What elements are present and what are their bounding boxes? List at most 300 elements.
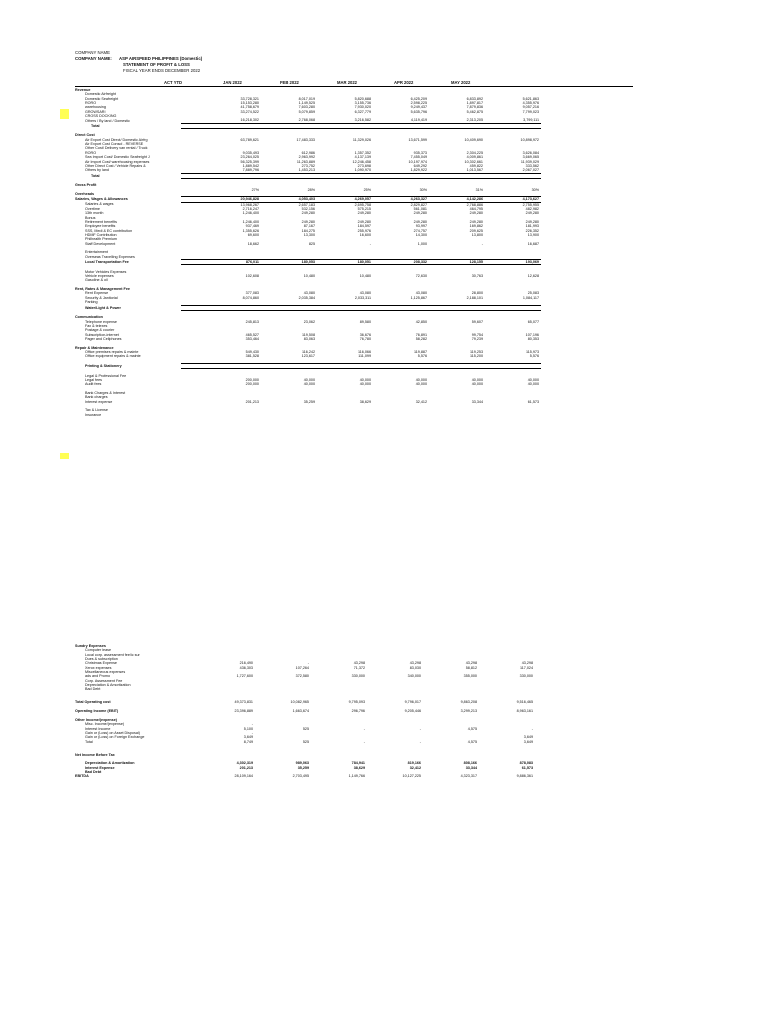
row-label: Communication bbox=[75, 315, 103, 320]
cell-value: 5,635,796 bbox=[410, 109, 427, 114]
cell-value: 2,035,384 bbox=[298, 295, 315, 300]
row-label: RORO bbox=[85, 150, 97, 155]
cell-value: 107,196 bbox=[525, 332, 539, 337]
row-label: Domestic Seafreight bbox=[85, 96, 119, 101]
cell-value: 25,083 bbox=[527, 291, 539, 296]
cell-value: 58,812 bbox=[465, 665, 477, 670]
cell-value: 7,930,020 bbox=[354, 105, 371, 110]
cell-value: 1,897,817 bbox=[466, 101, 483, 106]
cell-value: 201,213 bbox=[239, 765, 253, 770]
cell-value: 12,246,458 bbox=[352, 159, 371, 164]
cell-value: 193,069 bbox=[485, 260, 541, 265]
cell-value: 93,997 bbox=[415, 224, 427, 229]
cell-value: 4,323,317 bbox=[460, 774, 477, 779]
cell-value: 128,155 bbox=[429, 260, 485, 265]
cell-value: 9,516,465 bbox=[516, 700, 533, 705]
cell-value: 6,327,779 bbox=[354, 109, 371, 114]
cell-value: 35,259 bbox=[297, 765, 309, 770]
cell-value: 13,800 bbox=[471, 233, 483, 237]
cell-value: 119,508 bbox=[301, 332, 315, 337]
cell-value: 2,703,495 bbox=[292, 774, 309, 779]
cell-value: 42,850 bbox=[415, 319, 427, 324]
row-label: Staff Development bbox=[85, 241, 116, 246]
cell-value: 1,090,970 bbox=[354, 168, 371, 173]
cell-value: 6,833,892 bbox=[466, 96, 483, 101]
cell-value: 115,200 bbox=[469, 354, 483, 359]
row-label: Subscription-internet bbox=[85, 332, 119, 337]
row-label: warehousing bbox=[85, 105, 106, 110]
cell-value: 273,698 bbox=[357, 163, 371, 168]
cell-value: 17,483,333 bbox=[296, 137, 315, 142]
cell-value: 4,137,139 bbox=[354, 155, 371, 160]
cell-value: 1,889,542 bbox=[242, 163, 259, 168]
cell-value: 87,167 bbox=[303, 224, 315, 229]
cell-value: 2,716,247 bbox=[242, 206, 259, 211]
row-label: Retirement benefits bbox=[85, 219, 117, 224]
cell-value: 13,671,599 bbox=[408, 137, 427, 142]
cell-value: 40,000 bbox=[471, 382, 483, 387]
row-label: Xerox expenses bbox=[85, 665, 112, 670]
cell-value: - bbox=[363, 739, 365, 744]
row-label: Local Transportation Fee bbox=[85, 260, 129, 265]
cell-value: 40,000 bbox=[415, 382, 427, 387]
cell-value: 249,280 bbox=[469, 211, 483, 216]
cell-value: 4,009,861 bbox=[466, 155, 483, 160]
cell-value: 340,000 bbox=[407, 674, 421, 679]
cell-value: 330,000 bbox=[519, 674, 533, 679]
cell-value: 8,074,860 bbox=[242, 295, 259, 300]
cell-value: 200,000 bbox=[245, 378, 259, 382]
cell-value: 40,000 bbox=[527, 378, 539, 382]
cell-value: 181,993 bbox=[525, 224, 539, 229]
col-apr: APR 2022 bbox=[394, 80, 414, 85]
cell-value: 10,082,965 bbox=[290, 700, 309, 705]
cell-value: 9,205,446 bbox=[404, 709, 421, 714]
cell-value: 25% bbox=[363, 187, 371, 192]
cell-value: 5,576 bbox=[417, 354, 427, 359]
cell-value: 3,649 bbox=[523, 735, 533, 740]
cell-value: 13,968,267 bbox=[240, 202, 259, 207]
cell-value: 216,490 bbox=[239, 661, 253, 666]
cell-value: 4,575 bbox=[467, 726, 477, 731]
row-label: Air Export Cost Consol - REVERSE bbox=[85, 142, 144, 147]
cell-value: 1,357,352 bbox=[354, 150, 371, 155]
cell-value: 2,755,955 bbox=[522, 202, 539, 207]
cell-value: 180,051 bbox=[317, 260, 373, 265]
row-label: Total bbox=[91, 123, 100, 128]
cell-value: 35,259 bbox=[303, 399, 315, 404]
row-label: Corp. Assessment Fee bbox=[85, 678, 123, 683]
cell-value: 9,886,361 bbox=[516, 774, 533, 779]
cell-value: 575,215 bbox=[357, 206, 371, 211]
cell-value: 10,127,225 bbox=[402, 774, 421, 779]
cell-value: 3,299,213 bbox=[460, 709, 477, 714]
table-row bbox=[75, 774, 535, 778]
row-label: Other Direct Cost / Vehicle Repairs & bbox=[85, 163, 146, 168]
cell-value: 8,963,161 bbox=[516, 709, 533, 714]
cell-value: 23,062 bbox=[303, 319, 315, 324]
cell-value: 2,304,225 bbox=[466, 150, 483, 155]
row-label: Air Export Cost Direct/ Domestic Airfrg bbox=[85, 137, 148, 142]
cell-value: 9,249,437 bbox=[410, 105, 427, 110]
cell-value: 169,862 bbox=[469, 224, 483, 229]
cell-value: 16,687 bbox=[527, 241, 539, 246]
cell-value: 333,562 bbox=[525, 163, 539, 168]
cell-value: 69,600 bbox=[247, 233, 259, 237]
cell-value: 10,409,690 bbox=[464, 137, 483, 142]
cell-value: 249,280 bbox=[301, 219, 315, 224]
row-label: Postage & courier bbox=[85, 328, 115, 333]
row-label: Tax & License bbox=[85, 408, 108, 413]
cell-value: 9,795,093 bbox=[348, 700, 365, 705]
statement-table-bottom bbox=[75, 644, 535, 779]
cell-value: 5,079,859 bbox=[298, 109, 315, 114]
row-label: Security & Janitorial bbox=[85, 295, 118, 300]
cell-value: 7,879,836 bbox=[466, 105, 483, 110]
row-label: Miscellaneous expenses bbox=[85, 670, 126, 675]
row-label: Total bbox=[91, 173, 100, 178]
row-label: Philhealth Premium bbox=[85, 237, 117, 242]
cell-value: 76,891 bbox=[415, 332, 427, 337]
cell-value: 245,813 bbox=[245, 319, 259, 324]
cell-value: 7,889,796 bbox=[242, 168, 259, 173]
row-label: Bonus bbox=[85, 215, 96, 220]
cell-value: 4,355,976 bbox=[522, 101, 539, 106]
cell-value: 2,067,027 bbox=[522, 168, 539, 173]
table-row bbox=[75, 138, 541, 142]
cell-value: 30% bbox=[419, 187, 427, 192]
row-label: Gain or (Loss) on Asset Disposal) bbox=[85, 730, 140, 735]
cell-value: 10,302,661 bbox=[464, 159, 483, 164]
cell-value: 41,758,679 bbox=[240, 105, 259, 110]
cell-value: 43,298 bbox=[353, 661, 365, 666]
cell-value: 525 bbox=[302, 726, 309, 731]
col-feb: FEB 2022 bbox=[280, 80, 299, 85]
cell-value: 115,973 bbox=[525, 349, 539, 354]
col-may: MAY 2022 bbox=[451, 80, 471, 85]
cell-value: 464,795 bbox=[469, 206, 483, 211]
table-row bbox=[75, 413, 541, 417]
row-label: Christmas Expense bbox=[85, 661, 117, 666]
cell-value: 56,325,399 bbox=[240, 159, 259, 164]
cell-value: 10,197,974 bbox=[408, 159, 427, 164]
cell-value: 80,353 bbox=[527, 336, 539, 341]
cell-value: 2,768,886 bbox=[466, 202, 483, 207]
row-label: Gain or (Loss) on Foreign Exchange bbox=[85, 735, 145, 740]
cell-value: 9,863,208 bbox=[460, 700, 477, 705]
cell-value: 40,000 bbox=[303, 378, 315, 382]
cell-value: 58,282 bbox=[415, 336, 427, 341]
cell-value bbox=[429, 413, 485, 417]
cell-value: 36,676 bbox=[359, 332, 371, 337]
cell-value: 102,608 bbox=[245, 274, 259, 279]
cell-value bbox=[181, 413, 261, 417]
cell-value: 7,455,049 bbox=[410, 155, 427, 160]
cell-value: 184,275 bbox=[301, 228, 315, 233]
cell-value: 561,081 bbox=[413, 206, 427, 211]
cell-value: 459,822 bbox=[469, 163, 483, 168]
row-label: Operating Income (EBIT) bbox=[75, 709, 119, 714]
row-label: Motor Vehicles Expenses bbox=[85, 269, 127, 274]
cell-value: 249,280 bbox=[525, 211, 539, 216]
cell-value: 1,013,567 bbox=[466, 168, 483, 173]
cell-value: 107,264 bbox=[295, 665, 309, 670]
row-label: Bad Debt bbox=[85, 769, 102, 774]
row-label: Bank charges bbox=[85, 395, 108, 400]
cell-value: 119,887 bbox=[413, 349, 427, 354]
cell-value: 1,149,766 bbox=[348, 774, 365, 779]
row-label: Overseas Travelling Expenses bbox=[85, 254, 135, 259]
cell-value: 40,000 bbox=[527, 382, 539, 387]
cell-value: 23,264,025 bbox=[240, 155, 259, 160]
cell-value: 3,649 bbox=[243, 735, 253, 740]
fiscal-year: FISCAL YEAR ENDS DECEMBER 2022 bbox=[123, 68, 201, 73]
cell-value: 12,628 bbox=[527, 274, 539, 279]
header-rule bbox=[75, 86, 633, 87]
cell-value: 116,242 bbox=[301, 349, 315, 354]
row-label: EBITDA bbox=[75, 774, 89, 779]
statement-title: STATEMENT OF PROFIT & LOSS bbox=[123, 62, 190, 67]
cell-value: 209,625 bbox=[469, 228, 483, 233]
highlight-printing bbox=[60, 453, 69, 459]
company-label: COMPANY NAME: bbox=[75, 56, 112, 61]
cell-value: 40,000 bbox=[471, 378, 483, 382]
cell-value: 353,464 bbox=[245, 336, 259, 341]
cell-value: 249,280 bbox=[301, 211, 315, 216]
row-label: Pager and Cellphones bbox=[85, 336, 122, 341]
cell-value: 201,213 bbox=[245, 399, 259, 404]
row-label: Interest Expense bbox=[85, 765, 115, 770]
cell-value: 32,412 bbox=[415, 399, 427, 404]
cell-value: 14,300 bbox=[415, 233, 427, 237]
row-label: Repair & Maintenance bbox=[75, 345, 114, 350]
cell-value: 2,829,827 bbox=[410, 202, 427, 207]
cell-value: - bbox=[481, 241, 483, 246]
cell-value bbox=[317, 413, 373, 417]
cell-value: 436,303 bbox=[239, 665, 253, 670]
row-label: Bad Debt bbox=[85, 687, 101, 692]
cell-value: 28,109,164 bbox=[234, 774, 253, 779]
cell-value: 377,083 bbox=[245, 291, 259, 296]
cell-value: 18,662 bbox=[247, 241, 259, 246]
row-label: Overtime bbox=[85, 206, 100, 211]
row-label: Revenue bbox=[75, 88, 91, 92]
row-label: RORO bbox=[85, 101, 97, 106]
cell-value: 1,663,674 bbox=[292, 709, 309, 714]
col-jan: JAN 2022 bbox=[223, 80, 242, 85]
row-label: Direct Cost bbox=[75, 133, 95, 138]
cell-value: 532,156 bbox=[301, 206, 315, 211]
row-label: Water/Light & Power bbox=[85, 305, 121, 310]
cell-value: 4,302,319 bbox=[236, 761, 253, 766]
row-label: Insurance bbox=[85, 412, 102, 417]
row-label: Rent Expense bbox=[85, 291, 109, 296]
cell-value: 2,695,758 bbox=[354, 202, 371, 207]
cell-value: 1,453,213 bbox=[298, 168, 315, 173]
cell-value: 43,080 bbox=[359, 291, 371, 296]
cell-value: - bbox=[251, 730, 253, 735]
cell-value: 9,035,493 bbox=[242, 150, 259, 155]
cell-value: 6,425,209 bbox=[410, 96, 427, 101]
cell-value: 13,300 bbox=[303, 233, 315, 237]
row-label: Misc. Income/(expense) bbox=[85, 722, 125, 727]
cell-value: - bbox=[531, 726, 533, 731]
cell-value: 876,011 bbox=[181, 260, 261, 265]
cell-value: 32,412 bbox=[409, 765, 421, 770]
cell-value: 1,149,525 bbox=[298, 101, 315, 106]
cell-value: 4,173,627 bbox=[485, 197, 541, 202]
cell-value: 72,630 bbox=[415, 274, 427, 279]
cell-value bbox=[485, 413, 541, 417]
cell-value: 11,263,889 bbox=[296, 159, 315, 164]
cell-value: 5,820,688 bbox=[354, 96, 371, 101]
cell-value: 116,066 bbox=[357, 349, 371, 354]
cell-value: 40,000 bbox=[415, 378, 427, 382]
cell-value: 989,063 bbox=[295, 761, 309, 766]
row-label: Local corp. assessment fee/ic sur bbox=[85, 652, 140, 657]
cell-value: 61,573 bbox=[527, 399, 539, 404]
cell-value: 3,669,065 bbox=[522, 155, 539, 160]
cell-value: 10,898,972 bbox=[520, 137, 539, 142]
cell-value: 381,528 bbox=[245, 354, 259, 359]
cell-value: 4,575 bbox=[467, 739, 477, 744]
row-label: Overheads bbox=[75, 192, 95, 197]
cell-value: 11,329,026 bbox=[352, 137, 371, 142]
cell-value: 31% bbox=[475, 187, 483, 192]
cell-value: 819,166 bbox=[407, 761, 421, 766]
cell-value: 43,298 bbox=[521, 661, 533, 666]
row-label: Rent, Rates & Management Fee bbox=[75, 287, 130, 292]
row-label: Total bbox=[85, 739, 93, 744]
cell-value: 1,829,922 bbox=[410, 168, 427, 173]
cell-value: 38,629 bbox=[353, 765, 365, 770]
cell-value: 784,941 bbox=[351, 761, 365, 766]
row-label: Telephone expense bbox=[85, 319, 117, 324]
cell-value: 355,000 bbox=[463, 674, 477, 679]
cell-value: 274,757 bbox=[413, 228, 427, 233]
cell-value: 117,024 bbox=[519, 665, 533, 670]
cell-value: 5,100 bbox=[243, 726, 253, 731]
cell-value: 4,053,403 bbox=[261, 197, 317, 202]
cell-value: 255,976 bbox=[357, 228, 371, 233]
cell-value: 2,963,992 bbox=[298, 155, 315, 160]
cell-value: 1,246,400 bbox=[242, 219, 259, 224]
row-label: Sea Import Cost/ Domestic Seafreight J bbox=[85, 155, 150, 160]
row-label: Vehicle expenses bbox=[85, 274, 114, 279]
cell-value: 28% bbox=[307, 187, 315, 192]
cell-value: 249,280 bbox=[469, 219, 483, 224]
cell-value: 649,292 bbox=[413, 163, 427, 168]
cell-value: - bbox=[369, 241, 371, 246]
cell-value: 15,153,280 bbox=[240, 101, 259, 106]
cell-value: 3,155,736 bbox=[354, 101, 371, 106]
cell-value: 40,000 bbox=[359, 382, 371, 387]
col-mar: MAR 2022 bbox=[337, 80, 358, 85]
row-label: Computer lease bbox=[85, 648, 112, 653]
cell-value: 4,119,419 bbox=[410, 118, 427, 123]
cell-value: 33,344 bbox=[465, 765, 477, 770]
cell-value: 226,352 bbox=[525, 228, 539, 233]
cell-value: 2,313,205 bbox=[466, 118, 483, 123]
cell-value: 23,396,889 bbox=[234, 709, 253, 714]
cell-value: 208,332 bbox=[373, 260, 429, 265]
cell-value: 1,355,626 bbox=[242, 228, 259, 233]
cell-value: 99,754 bbox=[471, 332, 483, 337]
cell-value: 184,597 bbox=[357, 224, 371, 229]
cell-value: 40,000 bbox=[359, 378, 371, 382]
cell-value: 180,053 bbox=[261, 260, 317, 265]
cell-value: 30,763 bbox=[471, 274, 483, 279]
row-label: Printing & Stationery bbox=[85, 363, 122, 368]
cell-value: 1,084,117 bbox=[522, 295, 539, 300]
cell-value: 89,580 bbox=[359, 319, 371, 324]
cell-value: 43,298 bbox=[409, 661, 421, 666]
cell-value: 2,188,101 bbox=[466, 295, 483, 300]
row-label: Sundry Expenses bbox=[75, 644, 106, 648]
statement-table-top bbox=[75, 88, 541, 417]
cell-value: 10,480 bbox=[303, 274, 315, 279]
cell-value: 33,728,321 bbox=[240, 96, 259, 101]
cell-value: 2,598,225 bbox=[410, 101, 427, 106]
cell-value: 9,057,216 bbox=[522, 105, 539, 110]
row-label: CROSS DOCKING bbox=[85, 114, 117, 119]
row-label: Depreciation & Amortization bbox=[85, 683, 131, 688]
cell-value: - bbox=[419, 726, 421, 731]
cell-value: 878,083 bbox=[519, 761, 533, 766]
cell-value: 1,125,867 bbox=[410, 295, 427, 300]
row-label: Other Cost/ Delivery van rental / Truck bbox=[85, 146, 148, 151]
cell-value: 59,607 bbox=[471, 319, 483, 324]
cell-value: 4,263,327 bbox=[373, 197, 429, 202]
row-label: Domestic Airfreight bbox=[85, 92, 116, 97]
cell-value: 33,344 bbox=[471, 399, 483, 404]
cell-value: 61,573 bbox=[521, 765, 533, 770]
cell-value: 49,373,831 bbox=[234, 700, 253, 705]
cell-value: 825 bbox=[308, 241, 315, 246]
cell-value: 7,603,280 bbox=[298, 105, 315, 110]
row-label: GROWSARI bbox=[85, 109, 106, 114]
cell-value: 249,280 bbox=[357, 219, 371, 224]
cell-value: 1,246,400 bbox=[242, 211, 259, 216]
cell-value: 273,752 bbox=[301, 163, 315, 168]
highlight-roro bbox=[60, 109, 69, 119]
cell-value bbox=[261, 413, 317, 417]
cell-value: 3,216,582 bbox=[354, 118, 371, 123]
cell-value: 3,626,084 bbox=[522, 150, 539, 155]
cell-value: 111,099 bbox=[358, 354, 371, 359]
row-label: Legal fees bbox=[85, 378, 103, 382]
cell-value: 2,657,183 bbox=[298, 202, 315, 207]
row-label: Salaries, Wages & Allowances bbox=[75, 197, 128, 202]
cell-value: 83,063 bbox=[303, 336, 315, 341]
row-label: Gasoline & oil bbox=[85, 278, 108, 283]
row-label: Net Income Before Tax bbox=[75, 752, 115, 757]
company-value: ASP AIRSPEED PHILIPPINES (Domestic) bbox=[119, 56, 203, 61]
row-label: Bank Charges & Interest bbox=[85, 391, 126, 396]
company-name-caption: COMPANY NAME bbox=[75, 50, 110, 55]
cell-value: 65,077 bbox=[527, 319, 539, 324]
cell-value: 1,727,600 bbox=[236, 674, 253, 679]
cell-value: 63,789,621 bbox=[240, 137, 259, 142]
row-label: SSS, Medi & EC contribution bbox=[85, 228, 133, 233]
cell-value: 43,298 bbox=[465, 661, 477, 666]
row-label: Total Operating cost bbox=[75, 700, 111, 705]
cell-value: 200,000 bbox=[245, 382, 259, 387]
row-label: HDMF Contribution bbox=[85, 233, 117, 237]
row-label: ads and Promo bbox=[85, 674, 111, 679]
row-label: Others / By land / Domestic bbox=[85, 118, 130, 123]
cell-value: 2,768,068 bbox=[298, 118, 315, 123]
